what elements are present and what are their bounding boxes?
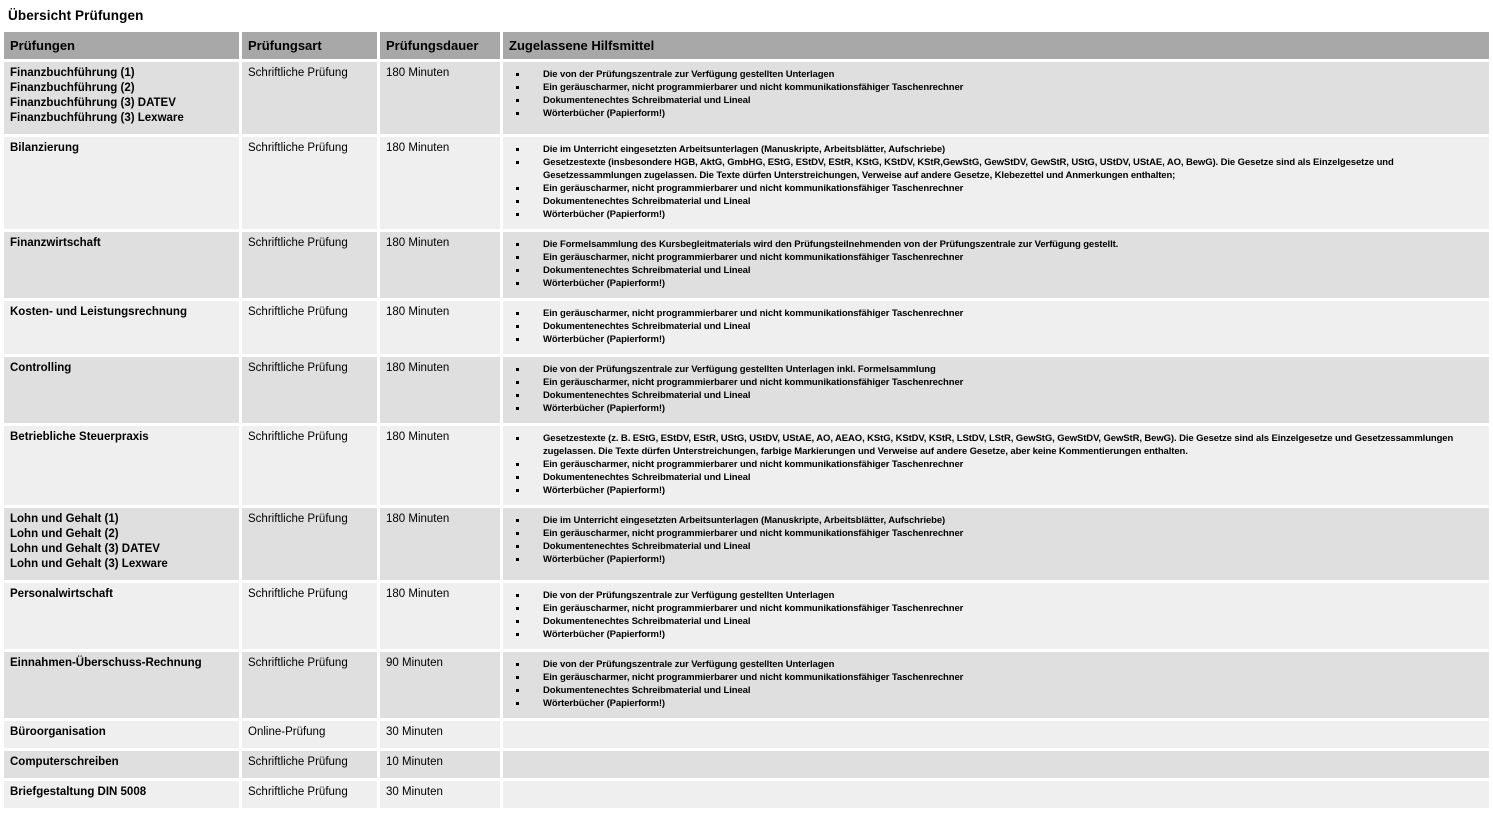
- allowed-aids-cell: [503, 508, 1489, 580]
- aid-item: Wörterbücher (Papierform!): [513, 697, 1477, 710]
- exam-type-cell: Schriftliche Prüfung: [242, 137, 377, 229]
- exam-name-cell: [4, 137, 239, 229]
- allowed-aids-list: [513, 589, 1477, 641]
- exam-name: Bilanzierung: [10, 142, 80, 154]
- exam-name-cell: [4, 232, 239, 298]
- exam-name-cell: [4, 583, 239, 649]
- exam-duration-cell: 180 Minuten: [380, 137, 500, 229]
- column-header-hilfsmittel: Zugelassene Hilfsmittel: [503, 32, 1489, 59]
- exam-name: Computerschreiben: [10, 756, 119, 768]
- exam-duration-cell: 10 Minuten: [380, 751, 500, 778]
- table-header-row: [4, 32, 1489, 59]
- aid-item: Dokumentenechtes Schreibmaterial und Lineal: [513, 94, 1477, 107]
- aid-item: Dokumentenechtes Schreibmaterial und Lineal: [513, 320, 1477, 333]
- allowed-aids-list: [513, 363, 1477, 415]
- exam-name: Personalwirtschaft: [10, 588, 113, 600]
- aid-item: Dokumentenechtes Schreibmaterial und Lineal: [513, 540, 1477, 553]
- aid-item: Die von der Prüfungszentrale zur Verfügung gestellten Unterlagen: [513, 589, 1477, 602]
- exam-duration-cell: 180 Minuten: [380, 426, 500, 505]
- exam-name-cell: [4, 751, 239, 778]
- allowed-aids-list: [513, 68, 1477, 120]
- exam-name-cell: [4, 781, 239, 808]
- exam-duration-cell: 180 Minuten: [380, 232, 500, 298]
- exam-type-cell: Schriftliche Prüfung: [242, 751, 377, 778]
- aid-item: Ein geräuscharmer, nicht programmierbarer und nicht kommunikationsfähiger Taschenrechner: [513, 376, 1477, 389]
- exam-name-cell: [4, 357, 239, 423]
- allowed-aids-list: [513, 143, 1477, 221]
- table-body: [4, 62, 1489, 808]
- exam-duration-cell: 180 Minuten: [380, 357, 500, 423]
- allowed-aids-cell: [503, 426, 1489, 505]
- exam-name-cell: [4, 62, 239, 134]
- exam-duration-cell: 30 Minuten: [380, 721, 500, 748]
- column-header-pruefungen: Prüfungen: [4, 32, 239, 59]
- table-row: [4, 583, 1489, 649]
- exam-name: Finanzbuchführung (2): [10, 82, 135, 94]
- column-header-pruefungsdauer: Prüfungsdauer: [380, 32, 500, 59]
- allowed-aids-cell: [503, 652, 1489, 718]
- aid-item: Wörterbücher (Papierform!): [513, 628, 1477, 641]
- table-row: [4, 721, 1489, 748]
- table-row: [4, 301, 1489, 354]
- exam-name-cell: [4, 426, 239, 505]
- aid-item: Wörterbücher (Papierform!): [513, 402, 1477, 415]
- allowed-aids-list: [513, 658, 1477, 710]
- exam-name-cell: [4, 721, 239, 748]
- exam-name: Lohn und Gehalt (3) DATEV: [10, 543, 160, 555]
- aid-item: Wörterbücher (Papierform!): [513, 277, 1477, 290]
- exam-name: Lohn und Gehalt (3) Lexware: [10, 558, 168, 570]
- allowed-aids-cell: [503, 301, 1489, 354]
- aid-item: Wörterbücher (Papierform!): [513, 484, 1477, 497]
- allowed-aids-cell: [503, 357, 1489, 423]
- table-row: [4, 357, 1489, 423]
- exam-name: Lohn und Gehalt (1): [10, 513, 119, 525]
- aid-item: Ein geräuscharmer, nicht programmierbarer und nicht kommunikationsfähiger Taschenrechner: [513, 458, 1477, 471]
- page-title: Übersicht Prüfungen: [8, 8, 144, 23]
- aid-item: Die von der Prüfungszentrale zur Verfügung gestellten Unterlagen: [513, 658, 1477, 671]
- aid-item: Die im Unterricht eingesetzten Arbeitsunterlagen (Manuskripte, Arbeitsblätter, Aufschriebe): [513, 143, 1477, 156]
- aid-item: Ein geräuscharmer, nicht programmierbarer und nicht kommunikationsfähiger Taschenrechner: [513, 602, 1477, 615]
- allowed-aids-cell: [503, 137, 1489, 229]
- allowed-aids-cell: [503, 583, 1489, 649]
- aid-item: Dokumentenechtes Schreibmaterial und Lineal: [513, 195, 1477, 208]
- table-row: [4, 652, 1489, 718]
- aid-item: Dokumentenechtes Schreibmaterial und Lineal: [513, 264, 1477, 277]
- table-row: [4, 426, 1489, 505]
- table-row: [4, 62, 1489, 134]
- aid-item: Ein geräuscharmer, nicht programmierbarer und nicht kommunikationsfähiger Taschenrechner: [513, 251, 1477, 264]
- aid-item: Ein geräuscharmer, nicht programmierbarer und nicht kommunikationsfähiger Taschenrechner: [513, 81, 1477, 94]
- exam-name: Einnahmen-Überschuss-Rechnung: [10, 657, 202, 669]
- exam-type-cell: Online-Prüfung: [242, 721, 377, 748]
- exam-name: Lohn und Gehalt (2): [10, 528, 119, 540]
- exam-duration-cell: 180 Minuten: [380, 62, 500, 134]
- exam-type-cell: Schriftliche Prüfung: [242, 508, 377, 580]
- exam-name: Betriebliche Steuerpraxis: [10, 431, 149, 443]
- allowed-aids-list: [513, 514, 1477, 566]
- exam-name: Finanzbuchführung (3) Lexware: [10, 112, 184, 124]
- exam-type-cell: Schriftliche Prüfung: [242, 583, 377, 649]
- allowed-aids-cell: [503, 232, 1489, 298]
- exam-type-cell: Schriftliche Prüfung: [242, 357, 377, 423]
- aid-item: Die von der Prüfungszentrale zur Verfügung gestellten Unterlagen: [513, 68, 1477, 81]
- exam-duration-cell: 30 Minuten: [380, 781, 500, 808]
- allowed-aids-cell: [503, 721, 1489, 748]
- table-row: [4, 781, 1489, 808]
- exam-type-cell: Schriftliche Prüfung: [242, 301, 377, 354]
- aid-item: Gesetzestexte (z. B. EStG, EStDV, EStR, UStG, UStDV, UStAE, AO, AEAO, KStG, KStDV, KStR, LStDV, LStR, GewStG, GewStDV, GewStR, BewG). Die Gesetze sind als Einzelgesetze und Gesetzessammlungen zugelassen. Die Texte dürfen Unterstreichungen, farbige Markierungen und Verweise auf andere Gesetze, aber keine Kommentierungen enthalten.: [513, 432, 1477, 458]
- aid-item: Dokumentenechtes Schreibmaterial und Lineal: [513, 389, 1477, 402]
- exam-type-cell: Schriftliche Prüfung: [242, 652, 377, 718]
- aid-item: Ein geräuscharmer, nicht programmierbarer und nicht kommunikationsfähiger Taschenrechner: [513, 527, 1477, 540]
- allowed-aids-list: [513, 432, 1477, 497]
- allowed-aids-list: [513, 238, 1477, 290]
- exam-name-cell: [4, 508, 239, 580]
- aid-item: Gesetzestexte (insbesondere HGB, AktG, GmbHG, EStG, EStDV, EStR, KStG, KStDV, KStR,GewStG, GewStDV, GewStR, UStG, UStDV, UStAE, AO, BewG). Die Gesetze sind als Einzelgesetze und Gesetzessammlungen zugelassen. Die Texte dürfen Unterstreichungen, Verweise auf andere Gesetze, Klebezettel und Anmerkungen enthalten;: [513, 156, 1477, 182]
- aid-item: Wörterbücher (Papierform!): [513, 333, 1477, 346]
- table-row: [4, 232, 1489, 298]
- exam-duration-cell: 180 Minuten: [380, 508, 500, 580]
- aid-item: Die im Unterricht eingesetzten Arbeitsunterlagen (Manuskripte, Arbeitsblätter, Aufschriebe): [513, 514, 1477, 527]
- exam-type-cell: Schriftliche Prüfung: [242, 781, 377, 808]
- exam-duration-cell: 90 Minuten: [380, 652, 500, 718]
- aid-item: Dokumentenechtes Schreibmaterial und Lineal: [513, 471, 1477, 484]
- aid-item: Ein geräuscharmer, nicht programmierbarer und nicht kommunikationsfähiger Taschenrechner: [513, 307, 1477, 320]
- allowed-aids-cell: [503, 751, 1489, 778]
- table-row: [4, 508, 1489, 580]
- exam-type-cell: Schriftliche Prüfung: [242, 426, 377, 505]
- exam-name: Controlling: [10, 362, 72, 374]
- exam-name-cell: [4, 652, 239, 718]
- exam-name-cell: [4, 301, 239, 354]
- exam-type-cell: Schriftliche Prüfung: [242, 232, 377, 298]
- exam-duration-cell: 180 Minuten: [380, 301, 500, 354]
- aid-item: Ein geräuscharmer, nicht programmierbarer und nicht kommunikationsfähiger Taschenrechner: [513, 182, 1477, 195]
- aid-item: Die Formelsammlung des Kursbegleitmaterials wird den Prüfungsteilnehmenden von der Prüfungszentrale zur Verfügung gestellt.: [513, 238, 1477, 251]
- aid-item: Dokumentenechtes Schreibmaterial und Lineal: [513, 684, 1477, 697]
- table-row: [4, 751, 1489, 778]
- exams-overview-table: [1, 29, 1492, 811]
- allowed-aids-cell: [503, 781, 1489, 808]
- exam-name: Finanzbuchführung (1): [10, 67, 135, 79]
- exam-name: Briefgestaltung DIN 5008: [10, 786, 147, 798]
- allowed-aids-cell: [503, 62, 1489, 134]
- column-header-pruefungsart: Prüfungsart: [242, 32, 377, 59]
- aid-item: Wörterbücher (Papierform!): [513, 208, 1477, 221]
- aid-item: Wörterbücher (Papierform!): [513, 107, 1477, 120]
- aid-item: Die von der Prüfungszentrale zur Verfügung gestellten Unterlagen inkl. Formelsammlung: [513, 363, 1477, 376]
- aid-item: Dokumentenechtes Schreibmaterial und Lineal: [513, 615, 1477, 628]
- exam-name: Finanzwirtschaft: [10, 237, 101, 249]
- allowed-aids-list: [513, 307, 1477, 346]
- aid-item: Ein geräuscharmer, nicht programmierbarer und nicht kommunikationsfähiger Taschenrechner: [513, 671, 1477, 684]
- exam-duration-cell: 180 Minuten: [380, 583, 500, 649]
- exam-type-cell: Schriftliche Prüfung: [242, 62, 377, 134]
- aid-item: Wörterbücher (Papierform!): [513, 553, 1477, 566]
- exam-name: Kosten- und Leistungsrechnung: [10, 306, 187, 318]
- table-row: [4, 137, 1489, 229]
- exam-name: Büroorganisation: [10, 726, 106, 738]
- exam-name: Finanzbuchführung (3) DATEV: [10, 97, 176, 109]
